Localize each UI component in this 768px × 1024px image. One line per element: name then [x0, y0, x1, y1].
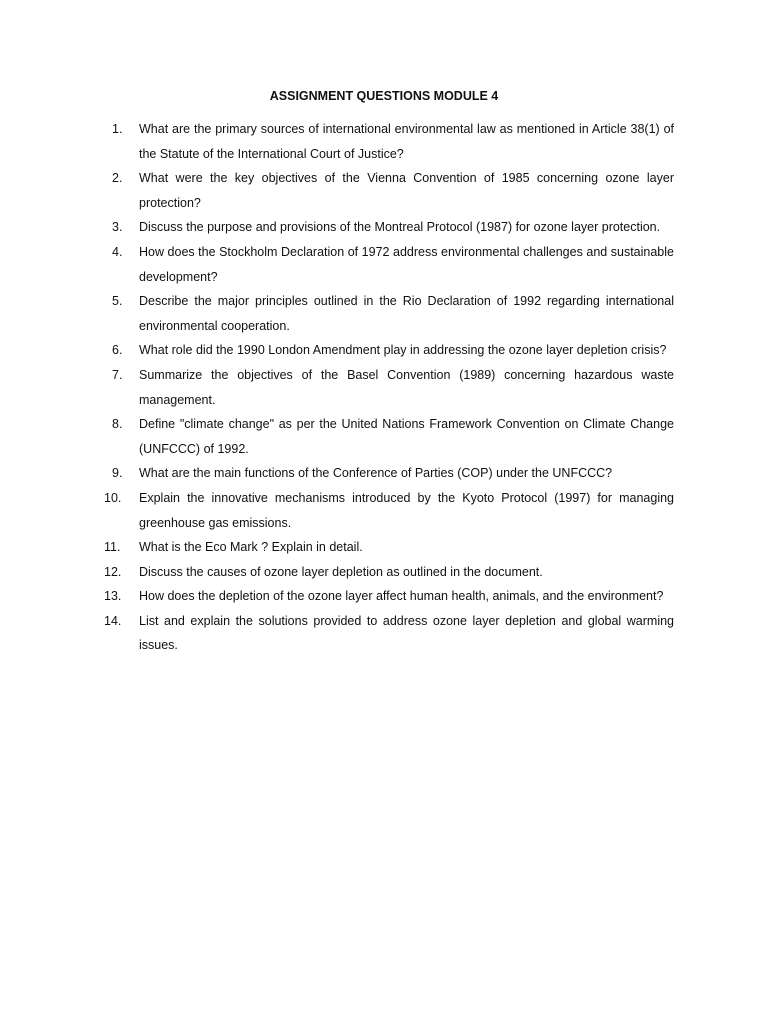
question-item-8 [112, 412, 674, 461]
question-text: What is the Eco Mark ? Explain in detail. [139, 540, 363, 555]
question-item-7 [112, 363, 674, 412]
question-number: 8. [112, 417, 123, 432]
question-item-13 [104, 584, 674, 609]
question-item-12 [104, 560, 674, 585]
question-item-3 [112, 215, 674, 240]
question-text: Explain the innovative mechanisms introduced by the Kyoto Protocol (1997) for managing greenhouse gas emissions. [139, 490, 674, 530]
question-item-6 [112, 338, 674, 363]
question-text: How does the depletion of the ozone layer affect human health, animals, and the environment? [139, 589, 664, 604]
question-text: Describe the major principles outlined in the Rio Declaration of 1992 regarding international environmental cooperation. [139, 294, 674, 333]
question-text: Discuss the causes of ozone layer depletion as outlined in the document. [139, 564, 543, 579]
question-number: 1. [112, 122, 123, 136]
question-text: Summarize the objectives of the Basel Convention (1989) concerning hazardous waste management. [139, 367, 674, 407]
question-number: 7. [112, 367, 123, 382]
document-title: ASSIGNMENT QUESTIONS MODULE 4 [269, 89, 499, 103]
question-number: 3. [112, 220, 123, 235]
question-number: 2. [112, 171, 123, 186]
question-number: 4. [112, 244, 123, 259]
question-number: 13. [104, 589, 122, 604]
question-item-4 [112, 240, 674, 289]
question-number: 9. [112, 466, 123, 481]
question-item-5 [112, 289, 674, 338]
question-number: 10. [104, 490, 122, 505]
question-text: List and explain the solutions provided to address ozone layer depletion and global warming issues. [139, 613, 674, 653]
question-item-1 [112, 117, 674, 166]
question-item-2 [112, 166, 674, 215]
question-number: 11. [104, 540, 121, 555]
question-list [104, 117, 674, 658]
question-item-11 [104, 535, 674, 560]
question-text: What are the primary sources of international environmental law as mentioned in Article 38(1) of the Statute of the International Court of Justice? [139, 122, 674, 161]
question-text: What role did the 1990 London Amendment play in addressing the ozone layer depletion crisis? [139, 343, 667, 358]
question-text: How does the Stockholm Declaration of 1972 address environmental challenges and sustainable development? [139, 244, 674, 284]
question-item-10 [104, 486, 674, 535]
question-number: 6. [112, 343, 123, 358]
question-text: Define "climate change" as per the United Nations Framework Convention on Climate Change (UNFCCC) of 1992. [139, 417, 674, 456]
question-number: 14. [104, 613, 122, 628]
question-item-14 [104, 609, 674, 658]
question-number: 12. [104, 564, 122, 579]
question-text: Discuss the purpose and provisions of the Montreal Protocol (1987) for ozone layer protection. [139, 220, 661, 235]
question-item-9 [112, 461, 674, 486]
question-text: What are the main functions of the Conference of Parties (COP) under the UNFCCC? [139, 466, 613, 481]
question-text: What were the key objectives of the Vienna Convention of 1985 concerning ozone layer protection? [139, 171, 674, 210]
question-number: 5. [112, 294, 123, 309]
